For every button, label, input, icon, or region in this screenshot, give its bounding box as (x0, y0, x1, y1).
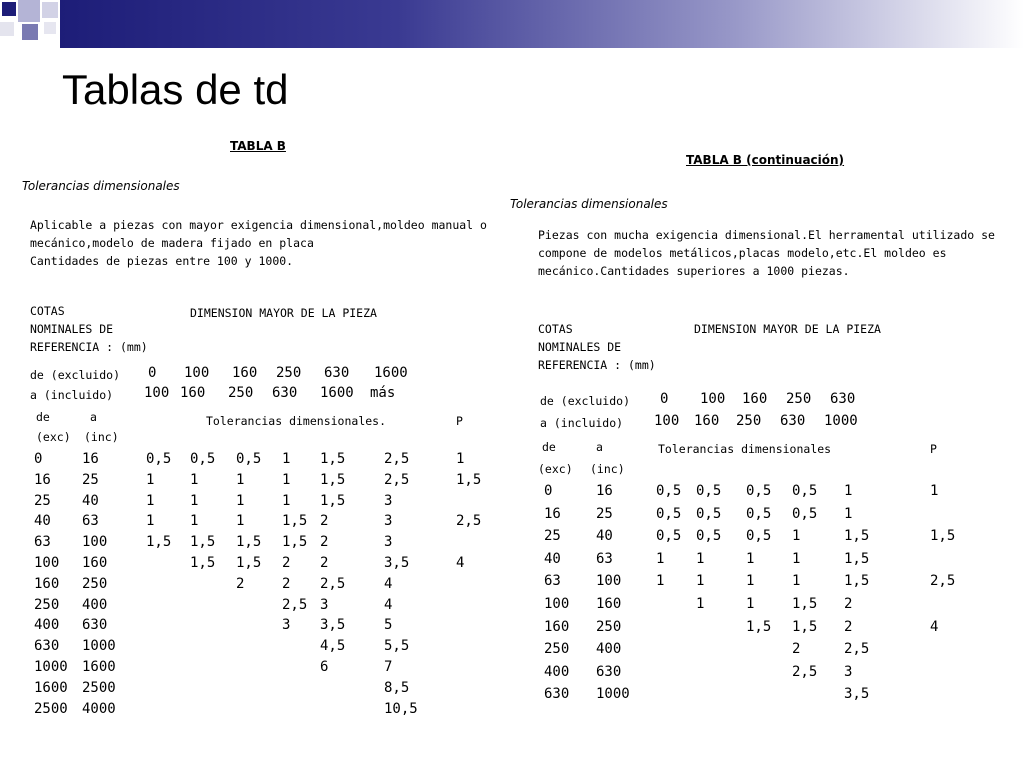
tolerance-cell: 1,5 (236, 534, 262, 551)
tolerance-cell: 1,5 (282, 534, 308, 551)
tolerance-cell: 4 (384, 575, 393, 592)
cota-de: 25 (34, 492, 51, 509)
cota-a: 630 (596, 663, 622, 680)
decor-square (0, 22, 14, 36)
cota-a: 4000 (82, 700, 116, 717)
tolerance-cell: 3 (320, 596, 329, 613)
incl-value: 630 (780, 413, 806, 429)
excl-label: de (excluido) (540, 394, 631, 408)
tolerance-cell: 1,5 (792, 596, 818, 612)
excl-value: 160 (232, 365, 258, 381)
tolerance-cell: 5 (384, 617, 393, 634)
description-line: mecánico.Cantidades superiores a 1000 piezas. (538, 264, 850, 278)
tolerance-cell: 3 (384, 534, 393, 551)
dimension-header: DIMENSION MAYOR DE LA PIEZA (190, 306, 377, 320)
cota-a: 250 (82, 575, 108, 592)
tolerance-cell: 1,5 (190, 555, 216, 571)
cota-a: 400 (596, 641, 622, 658)
tolerance-cell: 2,5 (282, 596, 308, 613)
cotas-label (538, 320, 656, 374)
tolerancias-label: Tolerancias dimensionales (658, 442, 832, 456)
tolerance-cell: 0,5 (746, 483, 772, 499)
table-b-description (30, 216, 487, 270)
p-value: 1 (930, 483, 939, 499)
cota-de: 1600 (34, 679, 68, 696)
inc-label: (inc) (590, 462, 625, 476)
excl-value: 630 (324, 365, 350, 381)
decor-square (22, 24, 38, 40)
cota-a: 63 (82, 513, 99, 530)
excl-value: 1600 (374, 365, 408, 381)
tolerance-cell: 1,5 (320, 451, 346, 467)
tolerance-cell: 1 (746, 573, 755, 590)
tolerance-cell: 0,5 (696, 528, 722, 545)
header-gradient (60, 0, 1024, 48)
table-b-cont-scan (510, 140, 1024, 768)
tolerance-cell: 1,5 (320, 471, 346, 488)
tolerance-cell: 1 (746, 550, 755, 567)
tolerance-cell: 0,5 (696, 505, 722, 522)
tolerance-cell: 1,5 (844, 573, 870, 590)
p-label: P (456, 414, 463, 428)
tolerance-cell: 1,5 (146, 534, 172, 551)
tolerance-cell: 1 (696, 573, 705, 590)
slide-header-bar (0, 0, 1024, 48)
tolerance-cell: 6 (320, 659, 329, 675)
tolerance-cell: 1 (656, 550, 665, 567)
tolerance-cell: 0,5 (792, 505, 818, 522)
tolerance-cell: 0,5 (656, 505, 682, 522)
tolerance-cell: 8,5 (384, 679, 410, 696)
tolerance-cell: 1,5 (792, 618, 818, 635)
excl-value: 0 (660, 391, 669, 407)
tolerance-cell: 1 (746, 596, 755, 612)
incl-value: 160 (694, 413, 720, 429)
tolerance-cell: 1 (696, 596, 705, 612)
table-b-cont-subheading: Tolerancias dimensionales (510, 197, 668, 211)
a-label: a (596, 440, 603, 454)
incl-value: 100 (654, 413, 680, 429)
de-label: de (36, 410, 50, 424)
tolerance-cell: 0,5 (746, 505, 772, 522)
cota-de: 630 (544, 686, 570, 703)
decor-square (2, 2, 16, 16)
tolerance-cell: 1,5 (746, 618, 772, 635)
incl-value: 250 (228, 385, 254, 401)
exc-label: (exc) (538, 462, 573, 476)
tolerance-cell: 2,5 (844, 641, 870, 658)
cota-de: 160 (544, 618, 570, 635)
tolerance-cell: 1 (792, 573, 801, 590)
exc-label: (exc) (36, 430, 71, 444)
tolerance-cell: 1 (656, 573, 665, 590)
tolerance-cell: 0,5 (792, 483, 818, 499)
excl-value: 630 (830, 391, 856, 407)
cota-de: 1000 (34, 659, 68, 675)
description-line: Piezas con mucha exigencia dimensional.El herramental utilizado se (538, 228, 995, 242)
table-b-scan (0, 130, 500, 768)
cotas-line: REFERENCIA : (mm) (30, 340, 148, 354)
tolerance-cell: 1 (696, 550, 705, 567)
excl-label: de (excluido) (30, 368, 121, 382)
tolerance-cell: 0,5 (656, 483, 682, 499)
incl-label: a (incluido) (540, 416, 624, 430)
cota-de: 0 (34, 451, 43, 467)
cotas-line: COTAS (30, 304, 65, 318)
cota-de: 630 (34, 638, 60, 655)
tolerance-cell: 1 (146, 513, 155, 530)
cota-a: 25 (82, 471, 99, 488)
incl-value: 1000 (824, 413, 858, 429)
cotas-line: COTAS (538, 322, 573, 336)
cota-de: 0 (544, 483, 553, 499)
cotas-line: REFERENCIA : (mm) (538, 358, 656, 372)
cota-a: 100 (82, 534, 108, 551)
table-b-subheading: Tolerancias dimensionales (22, 179, 180, 193)
tolerance-cell: 1 (844, 505, 853, 522)
tolerance-cell: 2 (320, 513, 329, 530)
tolerance-cell: 1 (844, 483, 853, 499)
cota-a: 40 (82, 492, 99, 509)
tolerance-cell: 3,5 (384, 555, 410, 571)
tolerance-cell: 2 (844, 618, 853, 635)
p-value: 4 (930, 618, 939, 635)
cotas-line: NOMINALES DE (30, 322, 114, 336)
tolerance-cell: 1,5 (282, 513, 308, 530)
decor-square (42, 2, 58, 18)
slide-title: Tablas de td (62, 66, 289, 113)
cota-a: 1600 (82, 659, 116, 675)
cota-a: 160 (596, 596, 622, 612)
tolerance-cell: 0,5 (146, 451, 172, 467)
description-line: compone de modelos metálicos,placas modelo,etc.El moldeo es (538, 246, 947, 260)
description-line: Cantidades de piezas entre 100 y 1000. (30, 254, 294, 268)
incl-value: 100 (144, 385, 170, 401)
p-value: 2,5 (456, 513, 482, 530)
tolerance-cell: 1 (190, 513, 199, 530)
p-label: P (930, 442, 937, 456)
inc-label: (inc) (84, 430, 119, 444)
tolerance-cell: 1,5 (320, 492, 346, 509)
tolerancias-label: Tolerancias dimensionales. (206, 414, 387, 428)
tolerance-cell: 1 (792, 528, 801, 545)
cota-de: 16 (544, 505, 561, 522)
p-value: 1 (456, 451, 465, 467)
cotas-line: NOMINALES DE (538, 340, 622, 354)
cota-de: 2500 (34, 700, 68, 717)
tolerance-cell: 5,5 (384, 638, 410, 655)
tolerance-cell: 1 (792, 550, 801, 567)
cota-de: 250 (34, 596, 60, 613)
table-b-cont-description (538, 226, 995, 280)
excl-value: 100 (184, 365, 210, 381)
cota-de: 40 (34, 513, 51, 530)
tolerance-cell: 1,5 (844, 550, 870, 567)
excl-value: 160 (742, 391, 768, 407)
tolerance-cell: 1,5 (190, 534, 216, 551)
cota-de: 100 (544, 596, 570, 612)
tolerance-cell: 2,5 (792, 663, 818, 680)
tolerance-cell: 1 (282, 471, 291, 488)
description-line: Aplicable a piezas con mayor exigencia dimensional,moldeo manual o (30, 218, 487, 232)
tolerance-cell: 2 (320, 534, 329, 551)
tolerance-cell: 2 (792, 641, 801, 658)
cota-de: 63 (544, 573, 561, 590)
cota-a: 16 (82, 451, 99, 467)
excl-value: 100 (700, 391, 726, 407)
excl-value: 250 (276, 365, 302, 381)
tolerance-cell: 1 (146, 492, 155, 509)
tolerance-cell: 10,5 (384, 700, 418, 717)
table-b-cont-heading: TABLA B (continuación) (686, 153, 845, 167)
incl-value: 1600 (320, 385, 354, 401)
decor-square (44, 22, 56, 34)
tolerance-cell: 3,5 (844, 686, 870, 703)
tolerance-cell: 1 (236, 492, 245, 509)
cota-de: 100 (34, 555, 60, 571)
incl-value: 160 (180, 385, 206, 401)
tolerance-cell: 1 (190, 492, 199, 509)
cota-a: 25 (596, 505, 613, 522)
tolerance-cell: 0,5 (190, 451, 216, 467)
tolerance-cell: 1 (282, 492, 291, 509)
tolerance-cell: 2,5 (384, 451, 410, 467)
tolerance-cell: 3 (384, 513, 393, 530)
cota-a: 100 (596, 573, 622, 590)
p-value: 1,5 (930, 528, 956, 545)
tolerance-cell: 0,5 (696, 483, 722, 499)
cota-a: 2500 (82, 679, 116, 696)
incl-value: más (370, 385, 396, 401)
tolerance-cell: 4,5 (320, 638, 346, 655)
tolerance-cell: 4 (384, 596, 393, 613)
dimension-header: DIMENSION MAYOR DE LA PIEZA (694, 322, 881, 336)
excl-value: 0 (148, 365, 157, 381)
tolerance-cell: 1 (146, 471, 155, 488)
tolerance-cell: 3 (384, 492, 393, 509)
cota-de: 40 (544, 550, 561, 567)
cota-a: 250 (596, 618, 622, 635)
tolerance-cell: 0,5 (746, 528, 772, 545)
tolerance-cell: 1,5 (236, 555, 262, 571)
description-line: mecánico,modelo de madera fijado en placa (30, 236, 314, 250)
de-label: de (542, 440, 556, 454)
tolerance-cell: 2 (320, 555, 329, 571)
a-label: a (90, 410, 97, 424)
cota-a: 160 (82, 555, 108, 571)
cota-de: 160 (34, 575, 60, 592)
cota-de: 250 (544, 641, 570, 658)
tolerance-cell: 3 (844, 663, 853, 680)
tolerance-cell: 3,5 (320, 617, 346, 634)
cotas-label (30, 302, 148, 356)
p-value: 1,5 (456, 471, 482, 488)
tolerance-cell: 1 (236, 513, 245, 530)
p-value: 4 (456, 555, 465, 571)
cota-a: 400 (82, 596, 108, 613)
table-b-heading: TABLA B (230, 139, 286, 153)
cota-a: 1000 (82, 638, 116, 655)
tolerance-cell: 2 (236, 575, 245, 592)
tolerance-cell: 2,5 (384, 471, 410, 488)
tolerance-cell: 0,5 (656, 528, 682, 545)
tolerance-cell: 1,5 (844, 528, 870, 545)
tolerance-cell: 7 (384, 659, 393, 675)
cota-a: 63 (596, 550, 613, 567)
tolerance-cell: 2 (844, 596, 853, 612)
tolerance-cell: 2 (282, 575, 291, 592)
cota-de: 400 (34, 617, 60, 634)
tolerance-cell: 2 (282, 555, 291, 571)
tolerance-cell: 3 (282, 617, 291, 634)
tolerance-cell: 1 (282, 451, 291, 467)
incl-label: a (incluido) (30, 388, 114, 402)
excl-value: 250 (786, 391, 812, 407)
incl-value: 250 (736, 413, 762, 429)
cota-a: 40 (596, 528, 613, 545)
tolerance-cell: 1 (236, 471, 245, 488)
cota-a: 16 (596, 483, 613, 499)
cota-de: 63 (34, 534, 51, 551)
cota-de: 25 (544, 528, 561, 545)
p-value: 2,5 (930, 573, 956, 590)
cota-a: 630 (82, 617, 108, 634)
tolerance-cell: 0,5 (236, 451, 262, 467)
cota-de: 400 (544, 663, 570, 680)
cota-de: 16 (34, 471, 51, 488)
tolerance-cell: 1 (190, 471, 199, 488)
decor-square (18, 0, 40, 22)
tolerance-cell: 2,5 (320, 575, 346, 592)
cota-a: 1000 (596, 686, 630, 703)
incl-value: 630 (272, 385, 298, 401)
